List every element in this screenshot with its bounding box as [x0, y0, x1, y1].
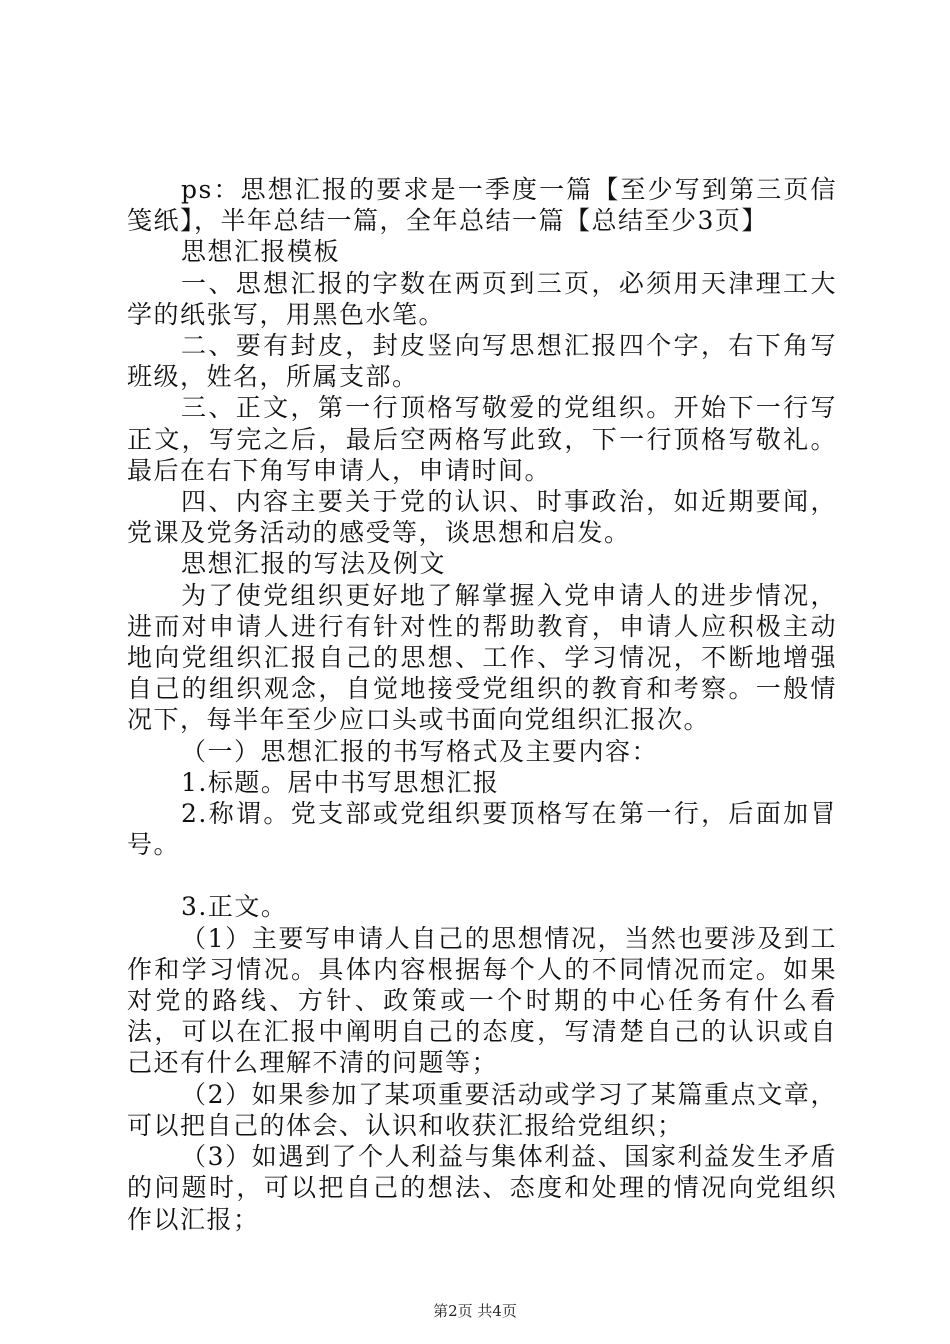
- paragraph-item-2: 二、要有封皮，封皮竖向写思想汇报四个字，右下角写班级，姓名，所属支部。: [127, 331, 837, 392]
- page-number: 第2页 共4页: [433, 1302, 517, 1320]
- paragraph-body-point-2: （2）如果参加了某项重要活动或学习了某篇重点文章，可以把自己的体会、认识和收获汇报给党组织；: [127, 1079, 837, 1140]
- paragraph-item-4: 四、内容主要关于党的认识、时事政治，如近期要闻，党课及党务活动的感受等，谈思想和启发。: [127, 487, 837, 548]
- paragraph-title-rule: 1.标题。居中书写思想汇报: [181, 767, 500, 797]
- paragraph-intro: 为了使党组织更好地了解掌握入党申请人的进步情况，进而对申请人进行有针对性的帮助教育，申请人应积极主动地向党组织汇报自己的思想、工作、学习情况，不断地增强自己的组织观念，自觉地接受党组织的教育和考察。一般情况下，每半年至少应口头或书面向党组织汇报次。: [127, 580, 837, 735]
- page-footer: [0, 1301, 950, 1321]
- paragraph-requirements: ps：思想汇报的要求是一季度一篇【至少写到第三页信笺纸】，半年总结一篇，全年总结一篇【总结至少3页】: [127, 175, 837, 236]
- document-body: [127, 174, 837, 1235]
- heading-template: 思想汇报模板: [181, 237, 341, 267]
- paragraph-item-3: 三、正文，第一行顶格写敬爱的党组织。开始下一行写正文，写完之后，最后空两格写此致，下一行顶格写敬礼。最后在右下角写申请人，申请时间。: [127, 393, 837, 485]
- heading-writing-method: 思想汇报的写法及例文: [181, 549, 447, 579]
- paragraph-item-1: 一、思想汇报的字数在两页到三页，必须用天津理工大学的纸张写，用黑色水笔。: [127, 268, 837, 329]
- paragraph-salutation-rule: 2.称谓。党支部或党组织要顶格写在第一行，后面加冒号。: [127, 799, 837, 860]
- paragraph-body-point-1: （1）主要写申请人自己的思想情况，当然也要涉及到工作和学习情况。具体内容根据每个人的不同情况而定。如果对党的路线、方针、政策或一个时期的中心任务有什么看法，可以在汇报中阐明自己的态度，写清楚自己的认识或自己还有什么理解不清的问题等；: [127, 923, 837, 1078]
- paragraph-body-heading: 3.正文。: [181, 892, 288, 922]
- heading-format: （一）思想汇报的书写格式及主要内容：: [181, 736, 659, 766]
- paragraph-body-point-3: （3）如遇到了个人利益与集体利益、国家利益发生矛盾的问题时，可以把自己的想法、态度和处理的情况向党组织作以汇报；: [127, 1142, 837, 1234]
